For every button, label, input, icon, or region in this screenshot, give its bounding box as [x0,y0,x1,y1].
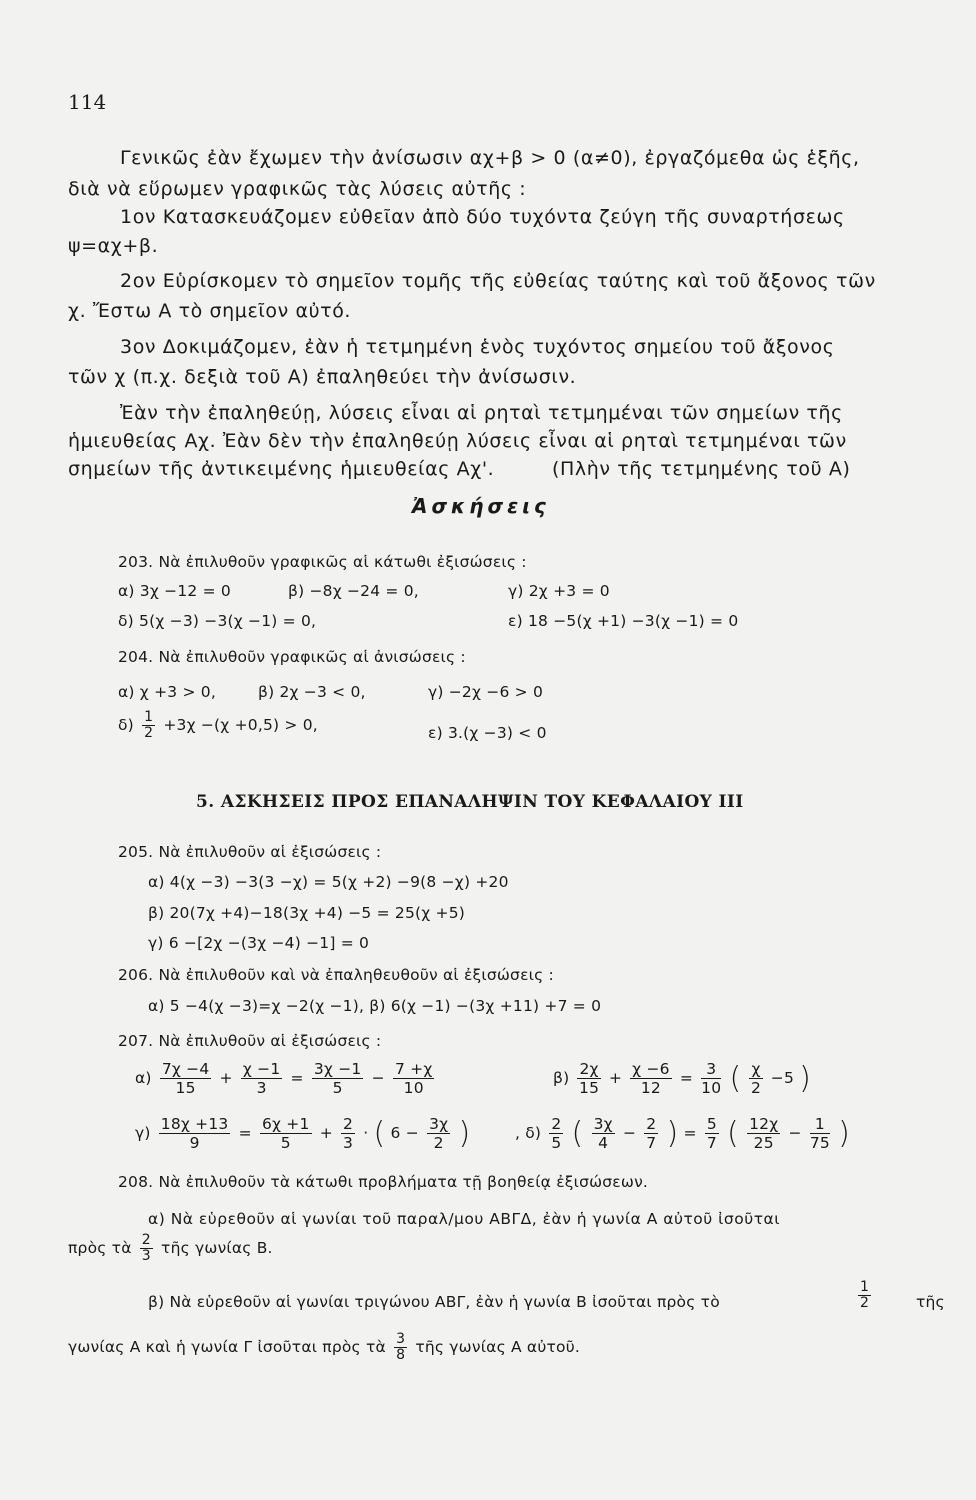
operator: = [238,1124,252,1142]
exercise-206-heading: 206. Νὰ ἐπιλυθοῦν καὶ νὰ ἐπαληθευθοῦν αἱ ἐξισώσεις : [118,966,554,984]
paragraph-line: 3ον Δοκιμάζομεν, ἐὰν ἡ τετμημένη ἑνὸς τυχόντος σημείου τοῦ ἄξονος [120,336,835,358]
fraction: $\frac{2}{3}$ [343,1115,354,1152]
exercise-207-heading: 207. Νὰ ἐπιλυθοῦν αἱ ἐξισώσεις : [118,1032,382,1050]
item-label: γ) [135,1124,151,1142]
paren: ( [571,1116,584,1151]
exercise-207-b [553,1060,811,1097]
item-label: α) [135,1069,152,1087]
fraction: $\frac{3\chi}{2}$ [429,1115,449,1152]
exercise-207-a [135,1060,437,1097]
exercise-208-heading: 208. Νὰ ἐπιλυθοῦν τὰ κάτωθι προβλήματα τῇ βοηθείᾳ ἐξισώσεων. [118,1173,649,1191]
exercise-203-g: γ) 2χ +3 = 0 [508,582,610,600]
paren: ) [666,1116,679,1151]
fraction: $\frac{2}{3}$ [141,1232,151,1264]
paragraph-line: σημείων τῆς ἀντικειμένης ἡμιευθείας Αχ'. [68,458,495,480]
operator: + [319,1124,333,1142]
fraction: $\frac{3\chi -1}{5}$ [313,1060,362,1097]
exercise-203-e: ε) 18 −5(χ +1) −3(χ −1) = 0 [508,612,739,630]
operator: = [683,1124,697,1142]
exercise-208-b-fraction [855,1280,874,1311]
paragraph-line: ἡμιευθείας Αχ. Ἐὰν δὲν τὴν ἐπαληθεύῃ λύσεις εἶναι αἱ ρηταὶ τετμημέναι τῶν [68,430,847,452]
paragraph-line: χ. Ἔστω Α τὸ σημεῖον αὐτό. [68,300,352,322]
paragraph-line: Γενικῶς ἐὰν ἔχωμεν τὴν ἀνίσωσιν αχ+β > 0 (α≠0), ἐργαζόμεθα ὡς ἑξῆς, [120,147,860,169]
operator: − [371,1069,385,1087]
paragraph-line: ψ=αχ+β. [68,235,159,257]
paragraph-line: 2ον Εὑρίσκομεν τὸ σημεῖον τομῆς τῆς εὐθείας ταύτης καὶ τοῦ ἄξονος τῶν [120,270,876,292]
exercise-205-a: α) 4(χ −3) −3(3 −χ) = 5(χ +2) −9(8 −χ) +20 [148,873,509,891]
paragraph-line: Ἐὰν τὴν ἐπαληθεύῃ, λύσεις εἶναι αἱ ρηταὶ τετμημέναι τῶν σημείων τῆς [120,402,843,424]
paragraph-line: (Πλὴν τῆς τετμημένης τοῦ Α) [552,458,851,480]
item-label: β) [553,1069,570,1087]
paragraph-line: διὰ νὰ εὕρωμεν γραφικῶς τὰς λύσεις αὐτῆς : [68,178,527,200]
fraction: $\frac{12\chi}{25}$ [749,1115,779,1152]
fraction: $\frac{3\chi}{4}$ [593,1115,613,1152]
item-label: δ) [118,716,134,734]
expression: −5 [770,1069,795,1087]
paragraph-line: 1ον Κατασκευάζομεν εὐθεῖαν ἀπὸ δύο τυχόντα ζεύγη τῆς συναρτήσεως [120,206,845,228]
fraction: $\frac{\chi -6}{12}$ [632,1060,670,1097]
fraction: $\frac{5}{7}$ [706,1115,717,1152]
operator: · [363,1124,369,1142]
fraction: $\frac{6\chi +1}{5}$ [261,1115,310,1152]
paren: ( [373,1116,386,1151]
fraction: $\frac{1}{75}$ [809,1115,830,1152]
exercise-205-b: β) 20(7χ +4)−18(3χ +4) −5 = 25(χ +5) [148,904,466,922]
operator: + [219,1069,233,1087]
text: τῆς γωνίας Β. [161,1239,273,1257]
exercise-206-line: α) 5 −4(χ −3)=χ −2(χ −1), β) 6(χ −1) −(3χ +11) +7 = 0 [148,997,602,1015]
text: τῆς γωνίας Α αὐτοῦ. [415,1338,581,1356]
exercise-204-g: γ) −2χ −6 > 0 [428,683,544,701]
exercise-203-d: δ) 5(χ −3) −3(χ −1) = 0, [118,612,317,630]
operator: − [788,1124,802,1142]
exercise-204-b: β) 2χ −3 < 0, [258,683,366,701]
paren: ( [729,1061,742,1096]
exercise-205-g: γ) 6 −[2χ −(3χ −4) −1] = 0 [148,934,370,952]
fraction: $\frac{3}{10}$ [701,1060,722,1097]
exercise-204-e: ε) 3.(χ −3) < 0 [428,724,547,742]
fraction: $\frac{1}{2}$ [144,709,154,741]
exercise-205-heading: 205. Νὰ ἐπιλυθοῦν αἱ ἐξισώσεις : [118,843,382,861]
operator: + [608,1069,623,1087]
fraction: $\frac{2}{7}$ [646,1115,657,1152]
fraction: $\frac{\chi}{2}$ [751,1060,762,1097]
exercise-208-a-text: α) Νὰ εὑρεθοῦν αἱ γωνίαι τοῦ παραλ/μου ΑΒΓΔ, ἐὰν ἡ γωνία Α αὐτοῦ ἰσοῦται [148,1210,781,1228]
fraction: $\frac{1}{2}$ [860,1279,870,1311]
exercise-207-d [515,1115,850,1152]
exercises-heading: Ἀσκήσεις [412,494,550,518]
expression: +3χ −(χ +0,5) > 0, [163,716,318,734]
paren: ) [799,1061,812,1096]
expression: 6 − [390,1124,419,1142]
exercise-204-d [118,710,318,741]
operator: − [622,1124,637,1142]
fraction: $\frac{2}{5}$ [551,1115,562,1152]
fraction: $\frac{\chi -1}{3}$ [242,1060,281,1097]
exercise-203-heading: 203. Νὰ ἐπιλυθοῦν γραφικῶς αἱ κάτωθι ἐξισώσεις : [118,553,527,571]
fraction: $\frac{3}{8}$ [396,1331,406,1363]
fraction: $\frac{18\chi +13}{9}$ [160,1115,229,1152]
fraction: $\frac{7\chi -4}{15}$ [161,1060,210,1097]
operator: = [290,1069,304,1087]
paren: ) [458,1116,471,1151]
exercise-208-b-cont [68,1332,580,1363]
paren: ( [727,1116,739,1151]
section-title: 5. ΑΣΚΗΣΕΙΣ ΠΡΟΣ ΕΠΑΝΑΛΗΨΙΝ ΤΟΥ ΚΕΦΑΛΑΙΟΥ ΙΙΙ [196,792,744,812]
exercise-208-a-cont [68,1233,273,1264]
paren: ) [838,1116,851,1151]
exercise-203-a: α) 3χ −12 = 0 [118,582,231,600]
exercise-203-b: β) −8χ −24 = 0, [288,582,419,600]
exercise-204-heading: 204. Νὰ ἐπιλυθοῦν γραφικῶς αἱ ἀνισώσεις : [118,648,466,666]
page-number: 114 [68,90,107,114]
exercise-208-b-tail: τῆς [916,1293,945,1311]
operator: = [679,1069,694,1087]
exercise-208-b-text: β) Νὰ εὑρεθοῦν αἱ γωνίαι τριγώνου ΑΒΓ, ἐὰν ἡ γωνία Β ἰσοῦται πρὸς τὸ [148,1293,720,1311]
fraction: $\frac{7 +\chi}{10}$ [394,1060,433,1097]
text: πρὸς τὰ [68,1239,132,1257]
paragraph-line: τῶν χ (π.χ. δεξιὰ τοῦ Α) ἐπαληθεύει τὴν ἀνίσωσιν. [68,366,577,388]
exercise-204-a: α) χ +3 > 0, [118,683,216,701]
text: γωνίας Α καὶ ἡ γωνία Γ ἰσοῦται πρὸς τὰ [68,1338,386,1356]
fraction: $\frac{2\chi}{15}$ [579,1060,600,1097]
exercise-207-g [135,1115,470,1152]
item-label: , δ) [515,1124,542,1142]
